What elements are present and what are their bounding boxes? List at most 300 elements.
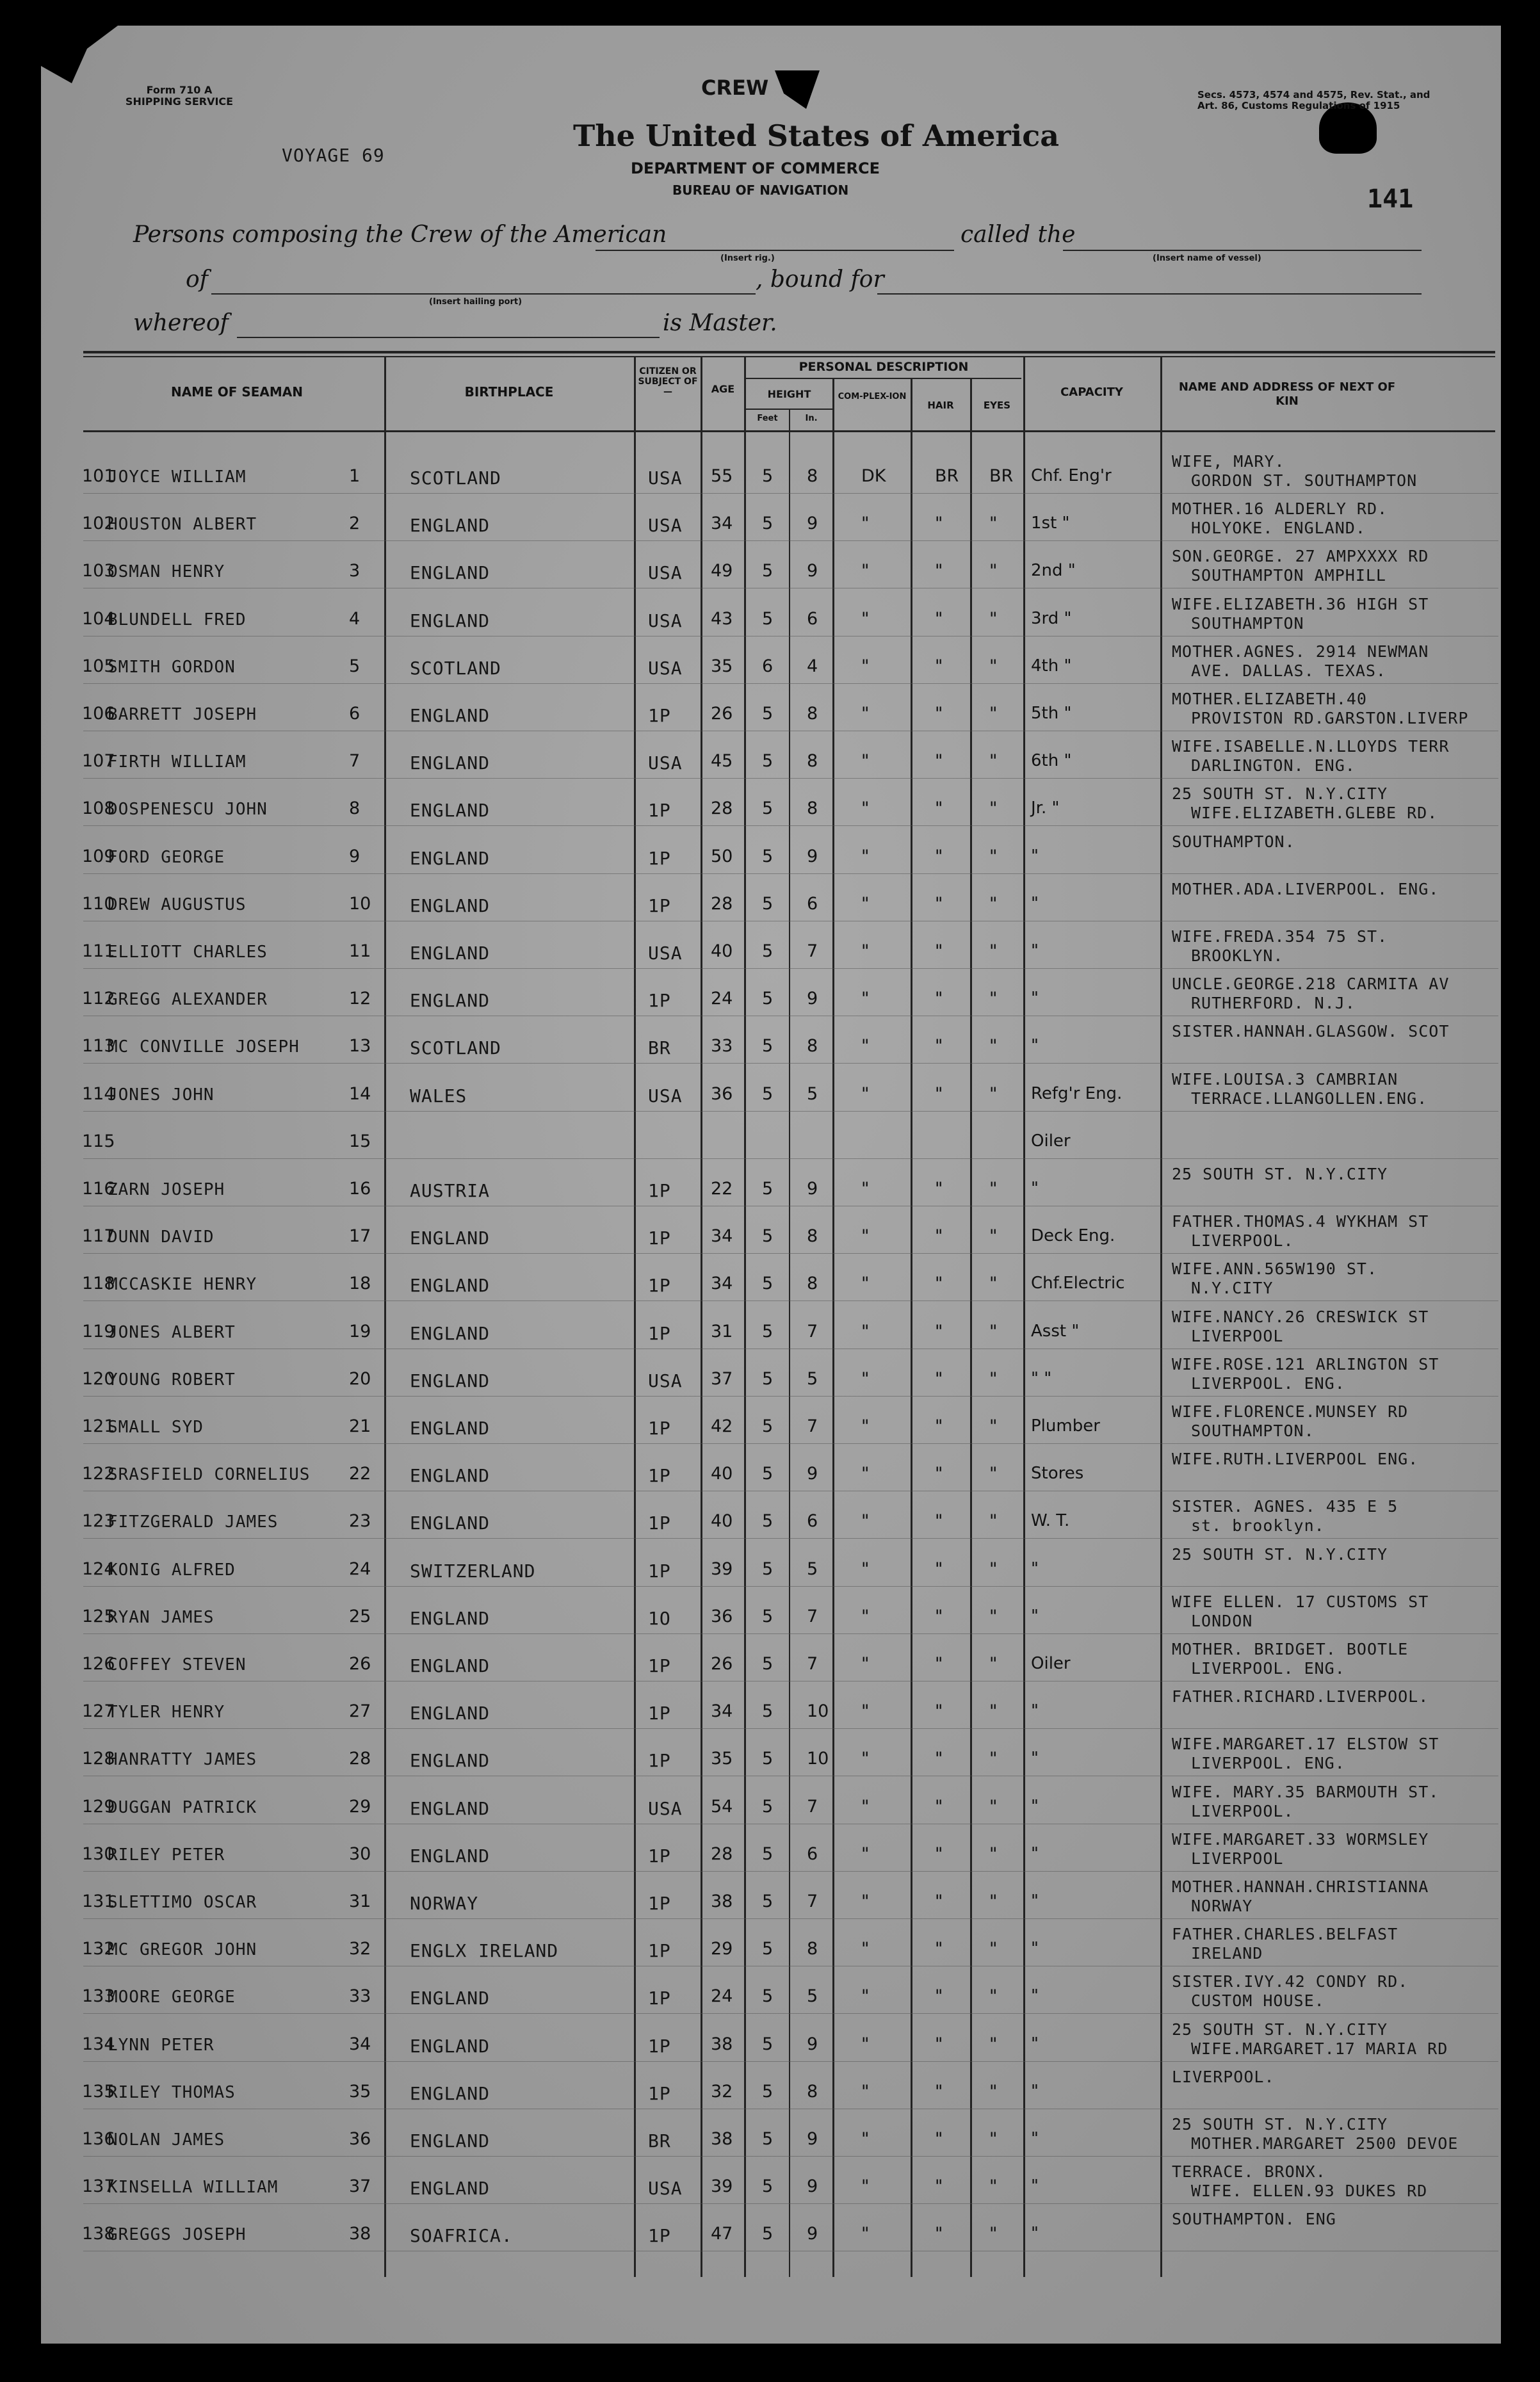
seaman-name: BARRETT JOSEPH [108,705,257,724]
seaman-name: JONES JOHN [108,1085,215,1105]
height-inches: 7 [807,1654,818,1674]
eyes: " [989,2176,998,2197]
kin-line-1: WIFE.NANCY.26 CRESWICK ST [1172,1307,1429,1326]
row-rule [83,1300,1498,1301]
complexion: " [861,751,870,772]
height-inches: 7 [807,1796,818,1817]
height-inches: 9 [807,2034,818,2054]
complexion: " [861,1036,870,1057]
called-label: called the [960,222,1076,248]
row-rule [83,1538,1498,1539]
height-feet: 5 [762,1749,774,1769]
age: 40 [711,1511,733,1532]
height-inches: 10 [807,1749,829,1769]
citizenship: 1P [648,1750,671,1772]
height-feet: 5 [762,2176,774,2197]
hair: BR [935,466,959,486]
complexion: " [861,1654,870,1674]
row-number: 31 [349,1892,371,1911]
seaman-name: MC CONVILLE JOSEPH [108,1037,300,1057]
seaman-name: KONIG ALFRED [108,1560,236,1580]
height-feet: 5 [762,798,774,819]
capacity: Refg'r Eng. [1031,1083,1123,1103]
height-inches: 9 [807,1179,818,1199]
crew-line-label: Persons composing the Crew of the American [133,222,667,248]
age: 24 [711,989,733,1009]
kin-line-1: MOTHER.16 ALDERLY RD. [1172,499,1388,519]
row-rule [83,778,1498,779]
row-number: 37 [349,2176,371,2197]
height-feet: 5 [762,561,774,581]
age: 26 [711,704,733,724]
col-height-header: HEIGHT [767,388,811,400]
seaman-name: HOUSTON ALBERT [108,515,257,535]
statute-line1: Secs. 4573, 4574 and 4575, Rev. Stat., and [1197,89,1431,101]
kin-line-1: WIFE.FLORENCE.MUNSEY RD [1172,1402,1409,1421]
citizenship: 1P [648,1560,671,1582]
row-number: 34 [349,2034,371,2054]
age: 37 [711,1368,733,1389]
eyes: " [989,1892,998,1911]
complexion: " [861,2224,870,2244]
kin-line-1: WIFE.RUTH.LIVERPOOL ENG. [1172,1450,1419,1469]
capacity: Stores [1031,1464,1084,1484]
capacity: " [1031,1036,1039,1056]
port-blank [211,293,756,295]
complexion: " [861,1511,870,1532]
age: 31 [711,1321,733,1341]
hair: " [935,1892,943,1911]
kin-line-1: 25 SOUTH ST. N.Y.CITY [1172,784,1388,804]
height-inches: 5 [807,1559,818,1579]
height-inches: 9 [807,846,818,866]
citizenship: 1P [648,895,671,916]
height-feet: 5 [762,1986,774,2007]
seaman-name: TYLER HENRY [108,1703,225,1722]
kin-line-2: LONDON [1191,1611,1253,1630]
line-number: 103 [82,561,115,581]
seaman-name: MOORE GEORGE [108,1988,236,2007]
eyes: " [989,1274,998,1294]
capacity: 4th " [1031,656,1072,676]
kin-line-1: SISTER. AGNES. 435 E 5 [1172,1497,1398,1516]
kin-line-2: LIVERPOOL [1191,1326,1284,1345]
complexion: " [861,1179,870,1199]
capacity: 5th " [1031,704,1072,723]
table-row [0,1402,1540,1451]
kin-line-1: FATHER.RICHARD.LIVERPOOL. [1172,1687,1429,1706]
citizenship: 1P [648,2225,671,2247]
table-row [0,1829,1540,1879]
line-number: 116 [82,1179,115,1199]
capacity: Chf. Eng'r [1031,466,1112,485]
row-number: 4 [349,608,361,629]
row-rule [83,493,1498,494]
height-feet: 5 [762,1843,774,1864]
voyage-number: VOYAGE 69 [282,145,385,166]
complexion: " [861,1606,870,1626]
kin-line-1: WIFE.ISABELLE.N.LLOYDS TERR [1172,737,1450,756]
row-number: 25 [349,1606,371,1626]
kin-line-1: FATHER.CHARLES.BELFAST [1172,1925,1398,1944]
citizenship: 1P [648,1512,671,1534]
row-number: 19 [349,1321,371,1341]
master-label: is Master. [663,310,777,336]
birthplace: ENGLAND [410,2178,490,2200]
row-rule [83,2156,1498,2157]
height-inches: 10 [807,1701,829,1722]
citizenship: BR [648,1037,671,1059]
kin-line-1: WIFE ELLEN. 17 CUSTOMS ST [1172,1592,1429,1611]
kin-line-1: MOTHER. BRIDGET. BOOTLE [1172,1640,1409,1658]
birthplace: ENGLAND [410,1845,490,1867]
line-number: 125 [82,1606,115,1626]
citizenship: USA [648,2178,683,2200]
seaman-name: DREW AUGUSTUS [108,895,247,914]
height-feet: 5 [762,1892,774,1911]
row-rule [83,1396,1498,1397]
hair: " [935,1606,943,1626]
kin-line-1: 25 SOUTH ST. N.Y.CITY [1172,1165,1388,1183]
line-number: 135 [82,2081,115,2102]
capacity: " [1031,989,1039,1009]
seaman-name: GREGGS JOSEPH [108,2225,247,2245]
complexion: " [861,514,870,534]
height-feet: 5 [762,1939,774,1959]
hair: " [935,1559,943,1579]
rig-blank [596,250,954,251]
form-number [115,85,243,108]
birthplace: ENGLAND [410,1512,490,1534]
complexion: " [861,608,870,629]
hair: " [935,1511,943,1532]
hair: " [935,656,943,676]
height-feet: 5 [762,466,774,486]
col-kin-header: NAME AND ADDRESS OF NEXT OF KIN [1178,380,1396,408]
table-row [0,2162,1540,2211]
age: 24 [711,1986,733,2007]
eyes: " [989,1036,998,1057]
complexion: " [861,1416,870,1436]
line-number: 107 [82,751,115,772]
birthplace: ENGLAND [410,515,490,537]
age: 45 [711,751,733,772]
row-rule [83,1111,1498,1112]
kin-line-1: TERRACE. BRONX. [1172,2162,1326,2182]
age: 36 [711,1083,733,1104]
master-blank [237,337,660,338]
birthplace: NORWAY [410,1893,479,1914]
citizenship: 1P [648,705,671,726]
line-number: 121 [82,1416,115,1436]
height-inches: 4 [807,656,818,676]
line-number: 108 [82,798,115,819]
hair: " [935,1749,943,1769]
table-row [0,452,1540,501]
kin-line-1: 25 SOUTH ST. N.Y.CITY [1172,2115,1388,2134]
height-feet: 5 [762,514,774,534]
row-rule [83,873,1498,874]
height-feet: 5 [762,1559,774,1579]
height-inches: 9 [807,2224,818,2244]
line-number: 105 [82,656,115,676]
eyes: " [989,1986,998,2007]
eyes: " [989,1939,998,1959]
line-number: 106 [82,704,115,724]
birthplace: SCOTLAND [410,467,501,489]
birthplace: SCOTLAND [410,657,501,679]
seaman-name: FIRTH WILLIAM [108,752,247,772]
height-inches: 7 [807,1606,818,1626]
line-number: 115 [82,1131,115,1151]
row-number: 7 [349,751,361,772]
capacity: W. T. [1031,1511,1070,1531]
line-number: 129 [82,1796,115,1817]
eyes: " [989,2034,998,2054]
hair: " [935,1036,943,1057]
capacity: Plumber [1031,1416,1100,1436]
capacity: Chf.Electric [1031,1274,1125,1293]
bureau: BUREAU OF NAVIGATION [672,182,849,198]
table-row [0,1354,1540,1404]
height-inches: 7 [807,1892,818,1911]
row-number: 2 [349,514,361,534]
line-number: 122 [82,1464,115,1484]
kin-line-1: MOTHER.HANNAH.CHRISTIANNA [1172,1877,1429,1896]
hair: " [935,2081,943,2102]
citizenship: 1P [648,1465,671,1487]
age: 34 [711,1274,733,1294]
age: 39 [711,2176,733,2197]
birthplace: WALES [410,1085,467,1106]
age: 28 [711,893,733,914]
table-row [0,1972,1540,2021]
birthplace: SWITZERLAND [410,1560,536,1582]
birthplace: ENGLAND [410,1797,490,1819]
capacity: " [1031,2224,1039,2244]
capacity: Jr. " [1031,798,1060,818]
statute-line2: Art. 86, Customs Regulations of 1915 [1197,100,1400,111]
birthplace: ENGLAND [410,1275,490,1297]
citizenship: 1P [648,1845,671,1867]
birthplace: ENGLAND [410,800,490,822]
row-number: 6 [349,704,361,724]
capacity: Oiler [1031,1654,1071,1673]
capacity: " [1031,1939,1039,1959]
height-feet: 5 [762,989,774,1009]
height-feet: 5 [762,608,774,629]
kin-line-1: LIVERPOOL. [1172,2067,1275,2086]
hair: " [935,941,943,961]
table-row [0,1925,1540,1973]
destination-blank [877,293,1422,295]
line-number: 128 [82,1749,115,1769]
complexion: " [861,2129,870,2149]
row-rule [83,1728,1498,1729]
col-eyes-header: EYES [983,400,1011,411]
line-number: 137 [82,2176,115,2197]
row-rule [83,968,1498,969]
complexion: " [861,1892,870,1911]
age: 29 [711,1939,733,1959]
kin-line-2: GORDON ST. SOUTHAMPTON [1191,471,1418,490]
kin-line-1: SOUTHAMPTON. ENG [1172,2210,1336,2229]
row-number: 30 [349,1843,371,1864]
complexion: " [861,1939,870,1959]
height-inches: 9 [807,1464,818,1484]
height-inches: 6 [807,608,818,629]
eyes: " [989,1606,998,1626]
eyes: " [989,941,998,961]
height-inches: 8 [807,1036,818,1057]
birthplace: ENGLAND [410,1607,490,1629]
kin-line-1: WIFE. MARY.35 BARMOUTH ST. [1172,1782,1439,1801]
col-feet-header: Feet [757,414,778,423]
line-number: 134 [82,2034,115,2054]
capacity: " [1031,1559,1039,1578]
eyes: " [989,893,998,914]
row-number: 18 [349,1274,371,1294]
kin-line-1: WIFE, MARY. [1172,452,1285,471]
row-rule [83,1586,1498,1587]
kin-line-1: WIFE.ELIZABETH.36 HIGH ST [1172,594,1429,613]
complexion: " [861,941,870,961]
kin-line-2: LIVERPOOL. ENG. [1191,1754,1345,1773]
table-row [0,1212,1540,1261]
col-capacity-header: CAPACITY [1060,385,1123,399]
hair: " [935,704,943,724]
kin-line-2: SOUTHAMPTON [1191,613,1304,633]
capacity: " [1031,1701,1039,1721]
height-feet: 5 [762,1083,774,1104]
row-rule [83,2203,1498,2204]
table-row [0,784,1540,833]
kin-line-2: BROOKLYN. [1191,946,1284,965]
row-number: 21 [349,1416,371,1436]
insert-rig-hint: (Insert rig.) [720,254,775,263]
table-row [0,2020,1540,2069]
table-row [0,642,1540,691]
height-inches: 8 [807,1939,818,1959]
citizenship: 1P [648,800,671,822]
crew-title: CREW [701,76,769,100]
height-feet: 5 [762,1368,774,1389]
kin-line-1: 25 SOUTH ST. N.Y.CITY [1172,2020,1388,2039]
line-number: 117 [82,1226,115,1247]
seaman-name: SRASFIELD CORNELIUS [108,1465,311,1485]
eyes: " [989,1226,998,1247]
complexion: " [861,1843,870,1864]
line-number: 131 [82,1892,115,1911]
kin-line-1: WIFE.FREDA.354 75 ST. [1172,927,1388,946]
row-rule [83,1871,1498,1872]
height-inches: 8 [807,751,818,772]
complexion: " [861,1749,870,1769]
row-rule [83,1443,1498,1444]
complexion: " [861,561,870,581]
capacity: 1st " [1031,514,1070,533]
row-number: 36 [349,2129,371,2149]
row-number: 29 [349,1796,371,1817]
table-row [0,1497,1540,1546]
capacity: " [1031,2034,1039,2054]
citizenship: 1P [648,1893,671,1914]
row-number: 26 [349,1654,371,1674]
citizenship: USA [648,1085,683,1106]
age: 40 [711,941,733,961]
row-number: 32 [349,1939,371,1959]
citizenship: 1P [648,847,671,869]
height-inches: 6 [807,1843,818,1864]
citizenship: USA [648,1797,683,1819]
height-inches: 8 [807,1274,818,1294]
eyes: " [989,798,998,819]
table-row [0,499,1540,548]
age: 47 [711,2224,733,2244]
line-number: 138 [82,2224,115,2244]
height-feet: 5 [762,941,774,961]
capacity: " " [1031,1368,1052,1388]
eyes: " [989,1179,998,1199]
height-inches: 7 [807,941,818,961]
birthplace: ENGLAND [410,847,490,869]
line-number: 110 [82,893,115,914]
row-number: 9 [349,846,361,866]
complexion: " [861,893,870,914]
statute-ref [1197,90,1466,111]
row-number: 10 [349,893,371,914]
line-number: 114 [82,1083,115,1104]
table-top-rule-2 [83,356,1495,357]
hair: " [935,1179,943,1199]
kin-line-1: 25 SOUTH ST. N.Y.CITY [1172,1544,1388,1564]
height-inches: 9 [807,2176,818,2197]
citizenship: USA [648,1370,683,1391]
table-row [0,832,1540,881]
hair: " [935,1939,943,1959]
complexion: " [861,2081,870,2102]
complexion: " [861,1701,870,1722]
citizenship: USA [648,657,683,679]
kin-line-2: SOUTHAMPTON. [1191,1422,1315,1440]
eyes: " [989,1416,998,1436]
kin-line-2: AVE. DALLAS. TEXAS. [1191,661,1386,680]
table-row [0,1640,1540,1689]
age: 35 [711,1749,733,1769]
kin-line-2: DARLINGTON. ENG. [1191,756,1356,775]
capacity: " [1031,941,1039,960]
department: DEPARTMENT OF COMMERCE [631,159,880,177]
capacity: " [1031,1606,1039,1626]
hair: " [935,1226,943,1247]
kin-line-1: SOUTHAMPTON. [1172,832,1295,851]
citizenship: USA [648,515,683,537]
seaman-name: LYNN PETER [108,2035,215,2055]
birthplace: ENGLAND [410,943,490,964]
citizenship: 1P [648,1940,671,1962]
kin-line-1: SON.GEORGE. 27 AMPXXXX RD [1172,547,1429,566]
table-row [0,1782,1540,1831]
form-no-text: Form 710 A [146,84,213,96]
complexion: " [861,1464,870,1484]
table-row [0,1069,1540,1119]
height-inches: 9 [807,989,818,1009]
eyes: " [989,1083,998,1104]
complexion: DK [861,466,886,486]
col-birthplace-header: BIRTHPLACE [464,384,554,400]
line-number: 120 [82,1368,115,1389]
height-feet: 5 [762,1179,774,1199]
